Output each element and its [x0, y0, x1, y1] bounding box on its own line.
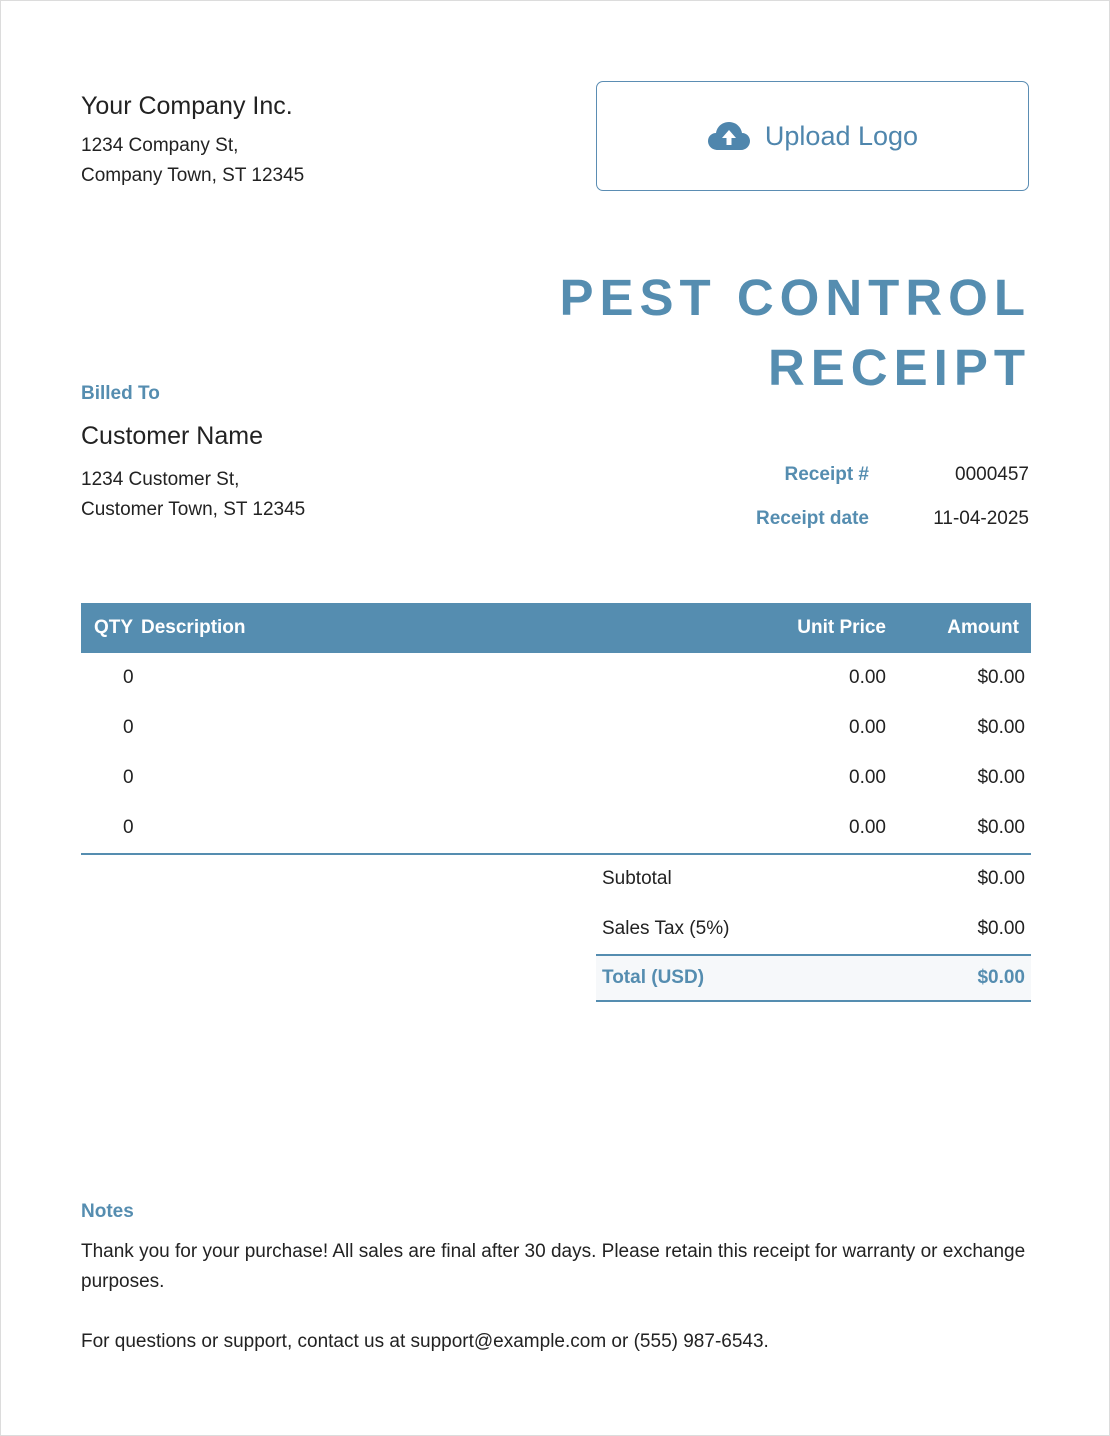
total-row: [596, 954, 1031, 1002]
row-qty: 0: [123, 667, 134, 688]
receipt-date-value: 11-04-2025: [933, 508, 1029, 529]
sales-tax-label: Sales Tax (5%): [602, 918, 730, 939]
header-unit-price: Unit Price: [797, 617, 886, 638]
company-name: Your Company Inc.: [81, 92, 293, 120]
total-label: Total (USD): [602, 967, 705, 988]
row-qty: 0: [123, 817, 134, 838]
header-amount: Amount: [947, 617, 1019, 638]
sales-tax-value: $0.00: [977, 918, 1025, 939]
company-address-line1: 1234 Company St,: [81, 135, 239, 156]
customer-name: Customer Name: [81, 422, 263, 450]
row-unit-price: 0.00: [849, 667, 886, 688]
billed-to-label: Billed To: [81, 383, 160, 404]
row-amount: $0.00: [977, 817, 1025, 838]
header-description: Description: [141, 617, 246, 638]
header-qty: QTY: [94, 617, 134, 638]
customer-address-line1: 1234 Customer St,: [81, 469, 240, 490]
row-amount: $0.00: [977, 717, 1025, 738]
receipt-number-label: Receipt #: [784, 464, 869, 485]
row-qty: 0: [123, 717, 134, 738]
notes-text-1: Thank you for your purchase! All sales are final after 30 days. Please retain this receipt for warranty or exchange purposes.: [81, 1241, 1026, 1292]
upload-logo-button[interactable]: [596, 81, 1029, 191]
upload-logo-label: Upload Logo: [764, 120, 919, 151]
sales-tax-row: [596, 904, 1031, 954]
company-address-line2: Company Town, ST 12345: [81, 165, 305, 186]
receipt-date-row: [669, 497, 1029, 541]
table-row: [81, 703, 1031, 753]
cloud-upload-icon: [707, 121, 751, 151]
notes-label: Notes: [81, 1201, 134, 1222]
table-row: [81, 803, 1031, 853]
total-value: $0.00: [977, 967, 1025, 988]
row-amount: $0.00: [977, 667, 1025, 688]
row-unit-price: 0.00: [849, 817, 886, 838]
billed-to-block: [81, 383, 305, 525]
notes-text-2: For questions or support, contact us at support@example.com or (555) 987-6543.: [81, 1331, 769, 1352]
subtotal-row: [596, 854, 1031, 904]
row-qty: 0: [123, 767, 134, 788]
receipt-date-label: Receipt date: [756, 508, 869, 529]
totals-block: [596, 854, 1031, 1002]
customer-address: [81, 465, 305, 525]
receipt-meta: [669, 453, 1029, 541]
company-block: [81, 89, 304, 191]
document-title-line2: RECEIPT: [767, 339, 1031, 396]
subtotal-value: $0.00: [977, 868, 1025, 889]
table-row: [81, 653, 1031, 703]
document-title: [511, 263, 1031, 403]
company-address: [81, 131, 304, 191]
row-unit-price: 0.00: [849, 717, 886, 738]
table-row: [81, 753, 1031, 803]
customer-address-line2: Customer Town, ST 12345: [81, 499, 306, 520]
receipt-number-value: 0000457: [955, 464, 1029, 485]
row-unit-price: 0.00: [849, 767, 886, 788]
subtotal-label: Subtotal: [602, 868, 672, 889]
row-amount: $0.00: [977, 767, 1025, 788]
items-table-header: [81, 603, 1031, 653]
document-title-line1: PEST CONTROL: [559, 269, 1031, 326]
items-table: [81, 603, 1031, 855]
notes-block: [81, 1201, 1031, 1357]
receipt-number-row: [669, 453, 1029, 497]
